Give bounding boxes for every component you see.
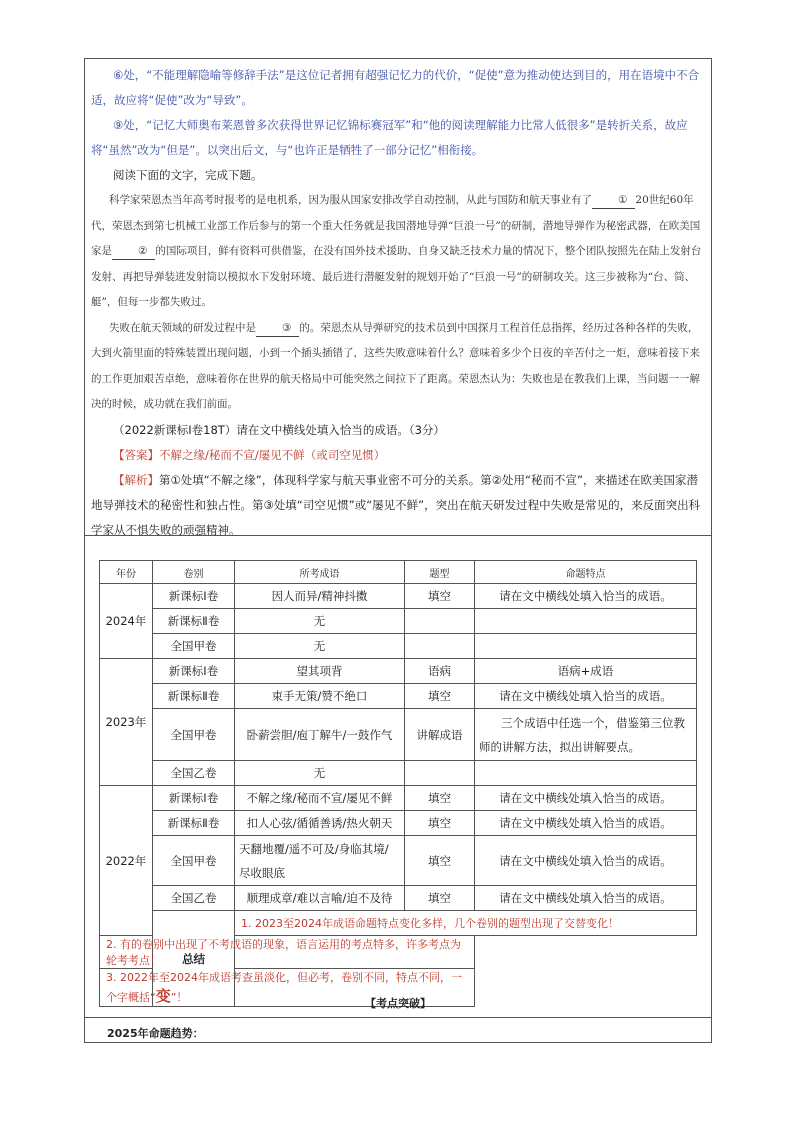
- section-heading-kaodian: 【考点突破】: [365, 997, 431, 1010]
- table-header-row: 年份 卷别 所考成语 题型 命题特点: [100, 561, 697, 584]
- table-row: 全国甲卷 无: [100, 634, 697, 659]
- table-row: 新课标Ⅱ卷 扣人心弦/循循善诱/热火朝天 填空 请在文中横线处填入恰当的成语。: [100, 811, 697, 836]
- exam-idiom-table: [99, 560, 697, 1007]
- table-row: 新课标Ⅱ卷 无: [100, 609, 697, 634]
- summary-item: 1. 2023至2024年成语命题特点变化多样，几个卷别的题型出现了交替变化！: [235, 911, 697, 936]
- table-row: 全国甲卷 天翻地覆/遥不可及/身临其境/尽收眼底 填空 请在文中横线处填入恰当的成语。: [100, 836, 697, 886]
- analysis-paragraph-6: ⑥处，“不能理解隐喻等修辞手法”是这位记者拥有超强记忆力的代价，“促使”意为推动使达到目的，用在语境中不合适，故应将“促使”改为“导致”。: [91, 68, 700, 107]
- answer-section: [91, 63, 703, 543]
- table-row: 2024年 新课标Ⅰ卷 因人而异/精神抖擞 填空 请在文中横线处填入恰当的成语。: [100, 584, 697, 609]
- summary-label: 总结: [153, 911, 235, 1007]
- passage-paragraph-1: 科学家荣恩杰当年高考时报考的是电机系，因为服从国家安排改学自动控制，从此与国防和航天事业有了 ① 20世纪60年代，荣恩杰到第七机械工业部工作后参与的第一个重大任务就是我国潜地导弹“巨浪一号”的研制，潜地导弹作为秘密武器，在欧美国家是 ② 的国际项目，鲜有资料可供借鉴，在没有国外技术援助、自身又缺乏技术力量的情况下，整个团队按照先在陆上发射台发射、再把导弹装进发射筒以模拟水下发射环境、最后进行潜艇发射的规划开始了“巨浪一号”的研制攻关。这三步被称为“台、筒、艇”，但每一步都失败过。: [91, 194, 702, 308]
- table-row: 全国乙卷 无: [100, 761, 697, 786]
- blank-1: ①: [592, 192, 635, 209]
- table-row: 2022年 新课标Ⅰ卷 不解之缘/秘而不宣/屡见不鲜 填空 请在文中横线处填入恰当的成语。: [100, 786, 697, 811]
- summary-item: 2. 有的卷别中出现了不考成语的现象，语言运用的考点特多，许多考点为轮考考点！: [100, 936, 475, 969]
- analysis-paragraph-9: ⑨处，“记忆大师奥布莱恩曾多次获得世界记忆锦标赛冠军”和“他的阅读理解能力比常人低很多”是转折关系，故应将“虽然”改为“但是”。以突出后文，与“也许正是牺牲了一部分记忆”相衔接。: [91, 118, 688, 157]
- table-row: 新课标Ⅱ卷 束手无策/赞不绝口 填空 请在文中横线处填入恰当的成语。: [100, 684, 697, 709]
- blank-2: ②: [112, 243, 155, 260]
- summary-row: [100, 911, 697, 936]
- passage-paragraph-2: 失败在航天领域的研发过程中是 ③ 的。荣恩杰从导弹研究的技术员到中国探月工程首任总指挥，经历过各种各样的失败，大到火箭里面的特殊装置出现问题，小到一个插头插错了，这些失败意味着什么？意味着多少个日夜的辛苦付之一炬，意味着接下来的工作更加艰苦卓绝，意味着你在世界的航天格局中可能突然之间拉下了距离。荣恩杰认为：失败也是在教我们上课，当问题一一解决的时候，成功就在我们前面。: [91, 321, 700, 410]
- summary-item: 3. 2022年至2024年成语考查虽淡化，但必考，卷别不同，特点不同，一个字概括“变”！: [100, 969, 475, 1007]
- year-cell: 2022年: [100, 786, 153, 936]
- table-row: 2023年 新课标Ⅰ卷 望其项背 语病 语病+成语: [100, 659, 697, 684]
- table-row: 全国乙卷 顺理成章/难以言喻/迫不及待 填空 请在文中横线处填入恰当的成语。: [100, 886, 697, 911]
- answer-text: 不解之缘/秘而不宣/屡见不鲜（或司空见惯）: [159, 447, 386, 462]
- table-row: 全国甲卷 卧薪尝胆/庖丁解牛/一鼓作气 讲解成语 三个成语中任选一个，借鉴第三位教师的讲解方法，拟出讲解要点。: [100, 709, 697, 761]
- blank-3: ③: [256, 320, 299, 337]
- reading-instruction: 阅读下面的文字，完成下题。: [113, 168, 263, 182]
- section-divider: [85, 535, 711, 536]
- year-cell: 2023年: [100, 659, 153, 786]
- document-frame: [84, 58, 712, 1043]
- question-text: （2022新课标Ⅰ卷18T）请在文中横线处填入恰当的成语。（3分）: [113, 422, 445, 437]
- section-divider: [85, 1017, 711, 1018]
- year-cell: 2024年: [100, 584, 153, 659]
- trend-heading: 2025年命题趋势：: [107, 1027, 204, 1040]
- explanation-paragraph: 【解析】第①处填“不解之缘”，体现科学家与航天事业密不可分的关系。第②处用“秘而不宣”，来描述在欧美国家潜地导弹技术的秘密性和独占性。第③处填“司空见惯”或“屡见不鲜”，突出在航天研发过程中失败是常见的，来反面突出科学家从不惧失败的顽强精神。: [91, 472, 701, 537]
- answer-line: 【答案】不解之缘/秘而不宣/屡见不鲜（或司空见惯）: [113, 447, 386, 462]
